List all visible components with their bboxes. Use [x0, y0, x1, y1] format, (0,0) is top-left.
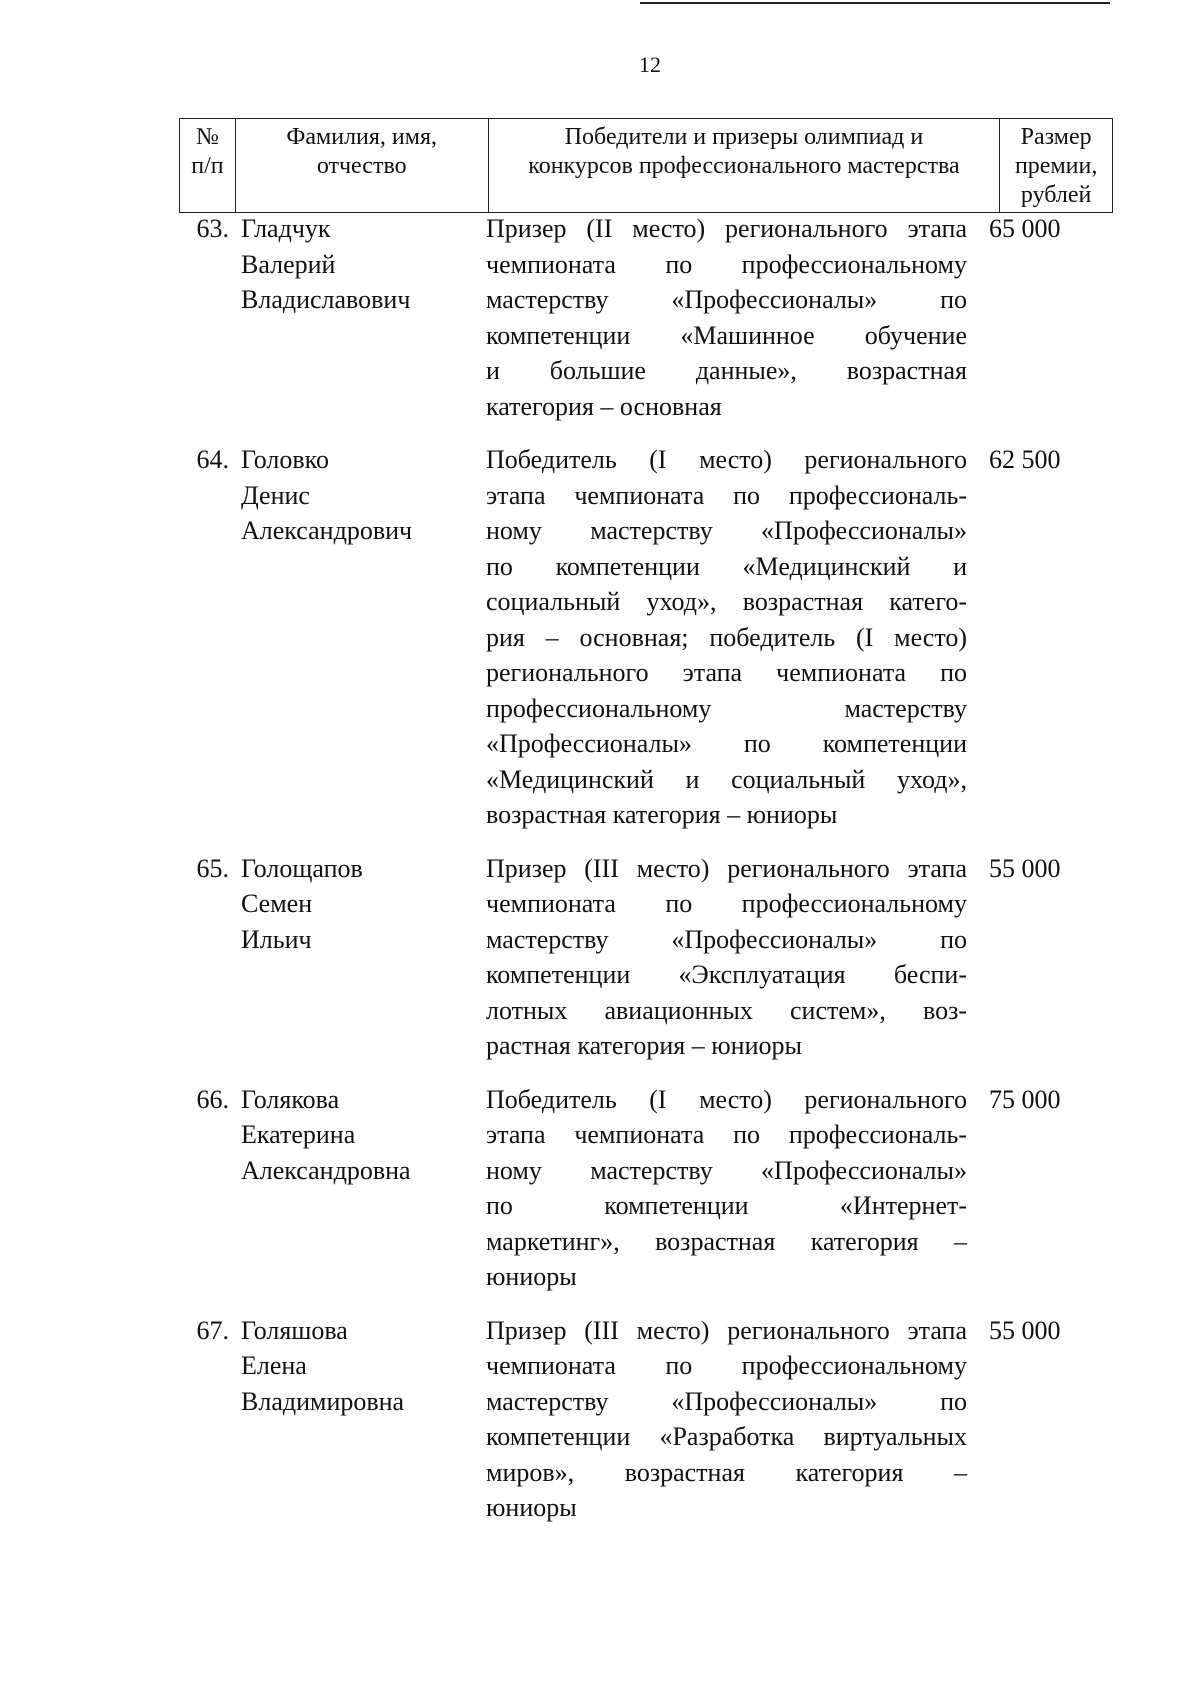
- description-line: профессиональному мастерству: [486, 693, 967, 723]
- name-line: Гладчук: [241, 214, 331, 243]
- name-line: Ильич: [241, 924, 312, 954]
- description-line: чемпионата по профессиональному: [486, 249, 967, 279]
- description-line: этапа чемпионата по профессиональ-: [486, 1120, 967, 1149]
- table-row: [179, 442, 1113, 833]
- table-row: [179, 211, 1113, 424]
- row-number: 65.: [196, 853, 229, 883]
- description-line: и большие данные», возрастная: [486, 356, 967, 385]
- name-line: Денис: [241, 480, 310, 510]
- description-line: Призер (II место) регионального этапа: [486, 214, 967, 243]
- row-full-name: [241, 1082, 486, 1295]
- description-line: Призер (III место) регионального этапа: [486, 1315, 967, 1345]
- name-line: Голяшова: [241, 1315, 348, 1345]
- description-line: растная категория – юниоры: [486, 1031, 802, 1060]
- description-line: этапа чемпионата по профессиональ-: [486, 480, 967, 510]
- row-description: [486, 1313, 967, 1526]
- description-line: ному мастерству «Профессионалы»: [486, 516, 967, 545]
- name-line: Головко: [241, 445, 329, 474]
- name-line: Семен: [241, 889, 313, 918]
- description-line: маркетинг», возрастная категория –: [486, 1226, 967, 1256]
- description-line: мастерству «Профессионалы» по: [486, 924, 967, 954]
- description-line: «Профессионалы» по компетенции: [486, 729, 967, 758]
- description-line: ному мастерству «Профессионалы»: [486, 1155, 967, 1185]
- description-line: чемпионата по профессиональному: [486, 1351, 967, 1380]
- row-number: 66.: [196, 1084, 229, 1114]
- description-line: регионального этапа чемпионата по: [486, 658, 967, 687]
- description-line: компетенции «Эксплуатация беспи-: [486, 960, 967, 989]
- row-prize-amount: 55 000: [989, 853, 1061, 883]
- table-row: [179, 851, 1113, 1064]
- description-line: юниоры: [486, 1262, 577, 1291]
- description-line: «Медицинский и социальный уход»,: [486, 764, 967, 794]
- description-line: компетенции «Машинное обучение: [486, 320, 967, 350]
- row-full-name: [241, 851, 486, 1064]
- header-description: Победители и призеры олимпиад и конкурсов профессионального мастерства: [488, 119, 1000, 213]
- name-line: Владиславович: [241, 285, 411, 314]
- row-prize-amount: 75 000: [989, 1084, 1061, 1114]
- description-line: мастерству «Профессионалы» по: [486, 285, 967, 314]
- name-line: Голякова: [241, 1084, 340, 1114]
- description-line: компетенции «Разработка виртуальных: [486, 1422, 967, 1451]
- name-line: Голощапов: [241, 853, 363, 883]
- description-line: юниоры: [486, 1493, 577, 1522]
- name-line: Александровна: [241, 1155, 411, 1185]
- row-description: [486, 1082, 967, 1295]
- description-line: миров», возрастная категория –: [486, 1457, 967, 1487]
- row-description: [486, 442, 967, 833]
- row-description: [486, 851, 967, 1064]
- description-line: лотных авиационных систем», воз-: [486, 995, 967, 1025]
- row-prize-amount: 55 000: [989, 1315, 1061, 1345]
- description-line: по компетенции «Интернет-: [486, 1191, 967, 1220]
- row-number: 63.: [196, 214, 229, 243]
- name-line: Валерий: [241, 249, 336, 279]
- description-line: мастерству «Профессионалы» по: [486, 1386, 967, 1416]
- name-line: Елена: [241, 1351, 307, 1380]
- header-name: Фамилия, имя, отчество: [235, 119, 488, 213]
- description-line: возрастная категория – юниоры: [486, 800, 838, 829]
- header-num: № п/п: [180, 119, 236, 213]
- row-description: [486, 211, 967, 424]
- row-full-name: [241, 1313, 486, 1526]
- name-line: Александрович: [241, 516, 413, 545]
- table-body: [179, 211, 1113, 1544]
- description-line: категория – основная: [486, 391, 722, 421]
- description-line: Призер (III место) регионального этапа: [486, 853, 967, 883]
- description-line: чемпионата по профессиональному: [486, 889, 967, 918]
- name-line: Владимировна: [241, 1386, 405, 1416]
- table-header: [179, 118, 1113, 213]
- header-prize: Размер премии, рублей: [1000, 119, 1113, 213]
- row-number: 67.: [196, 1315, 229, 1345]
- table-row: [179, 1313, 1113, 1526]
- description-line: Победитель (I место) регионального: [486, 1084, 967, 1114]
- name-line: Екатерина: [241, 1120, 356, 1149]
- row-number: 64.: [196, 445, 229, 474]
- description-line: Победитель (I место) регионального: [486, 445, 967, 474]
- description-line: рия – основная; победитель (I место): [486, 622, 967, 652]
- description-line: по компетенции «Медицинский и: [486, 551, 967, 581]
- top-rule: [640, 2, 1110, 4]
- table-row: [179, 1082, 1113, 1295]
- row-prize-amount: 65 000: [989, 214, 1061, 243]
- row-full-name: [241, 211, 486, 424]
- description-line: социальный уход», возрастная катего-: [486, 587, 967, 616]
- row-full-name: [241, 442, 486, 833]
- page-number: 12: [639, 52, 661, 77]
- row-prize-amount: 62 500: [989, 445, 1061, 474]
